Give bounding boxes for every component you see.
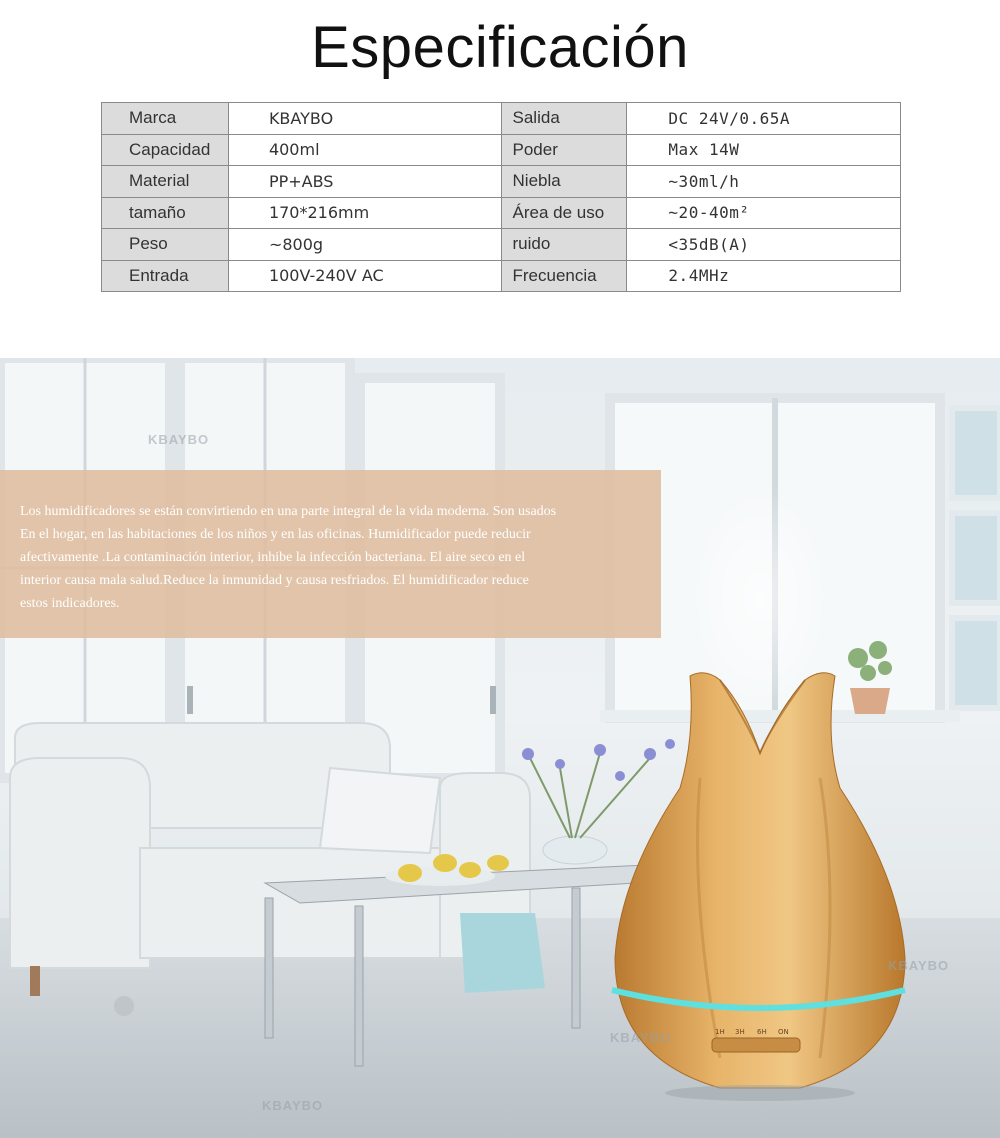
- spec-label: Niebla: [501, 166, 627, 198]
- description-line: Los humidificadores se están convirtiendo en una parte integral de la vida moderna. Son usados: [20, 504, 557, 519]
- spec-label: Frecuencia: [501, 260, 627, 292]
- table-row: [102, 134, 901, 166]
- timer-label-on: ON: [778, 1028, 789, 1036]
- description-line: estos indicadores.: [20, 596, 120, 611]
- description-panel: [0, 470, 661, 638]
- watermark-text: KBAYBO: [610, 1030, 672, 1045]
- spec-value: PP+ABS: [228, 166, 501, 198]
- spec-label: ruido: [501, 229, 627, 261]
- spec-value: ~800g: [228, 229, 501, 261]
- spec-value: Max 14W: [627, 134, 901, 166]
- spec-label: Poder: [501, 134, 627, 166]
- spec-label: Entrada: [102, 260, 229, 292]
- timer-label-3h: 3H: [735, 1028, 745, 1036]
- watermark-text: KBAYBO: [888, 958, 950, 973]
- page-title: Especificación: [311, 15, 689, 80]
- spec-label: Salida: [501, 103, 627, 135]
- spec-label: Marca: [102, 103, 229, 135]
- spec-value: 100V-240V AC: [228, 260, 501, 292]
- table-row: [102, 260, 901, 292]
- spec-label: Material: [102, 166, 229, 198]
- spec-value: <35dB(A): [627, 229, 901, 261]
- spec-label: Peso: [102, 229, 229, 261]
- spec-value: 2.4MHz: [627, 260, 901, 292]
- description-line: En el hogar, en las habitaciones de los niños y en las oficinas. Humidificador puede reducir: [20, 527, 531, 542]
- table-row: [102, 166, 901, 198]
- description-line: interior causa mala salud.Reduce la inmunidad y causa resfriados. El humidificador reduce: [20, 573, 529, 588]
- spec-label: tamaño: [102, 197, 229, 229]
- timer-label-6h: 6H: [757, 1028, 767, 1036]
- table-row: [102, 103, 901, 135]
- watermark-text: KBAYBO: [148, 432, 210, 447]
- watermark-text: KBAYBO: [262, 1098, 324, 1113]
- spec-value: ~20-40m²: [627, 197, 901, 229]
- table-row: [102, 229, 901, 261]
- spec-table: [101, 102, 901, 292]
- spec-label: Área de uso: [501, 197, 627, 229]
- spec-value: KBAYBO: [228, 103, 501, 135]
- table-row: [102, 197, 901, 229]
- spec-value: 400ml: [228, 134, 501, 166]
- wall-art: [952, 408, 1000, 708]
- spec-value: 170*216mm: [228, 197, 501, 229]
- description-line: afectivamente .La contaminación interior, inhibe la infección bacteriana. El aire seco en el: [20, 550, 526, 565]
- spec-value: ~30ml/h: [627, 166, 901, 198]
- spec-label: Capacidad: [102, 134, 229, 166]
- timer-label-1h: 1H: [715, 1028, 725, 1036]
- spec-value: DC 24V/0.65A: [627, 103, 901, 135]
